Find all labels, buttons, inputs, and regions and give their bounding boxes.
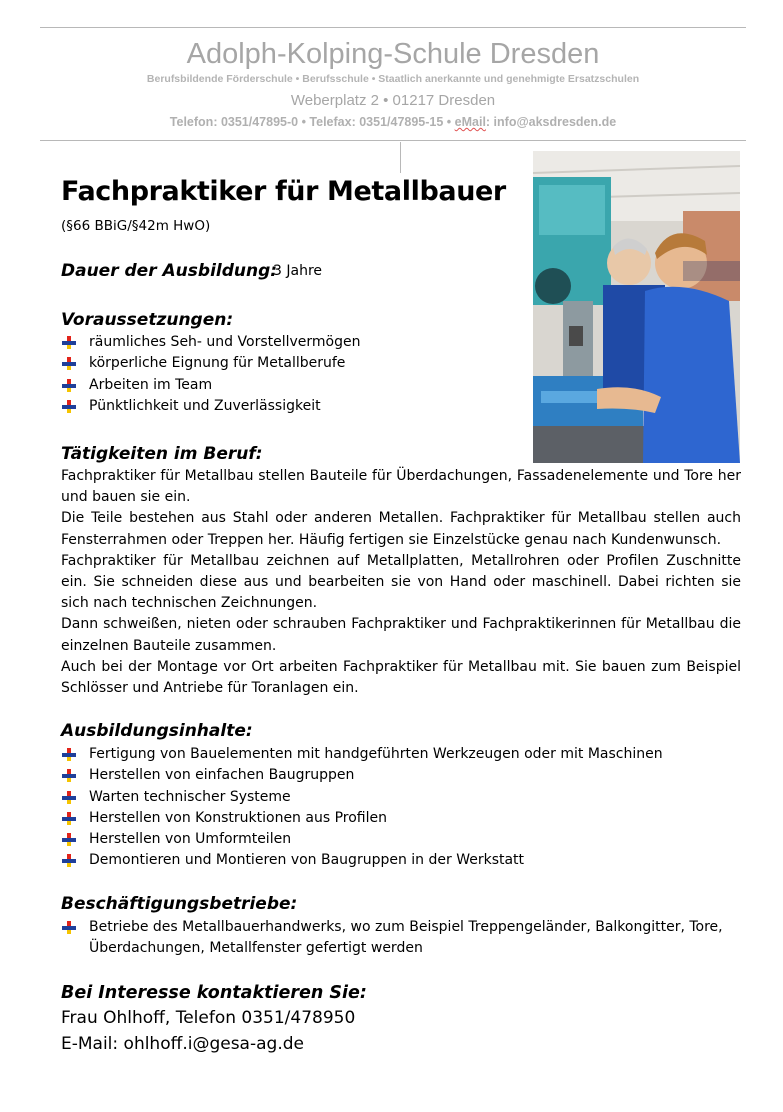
paragraph: Die Teile bestehen aus Stahl oder anderen Metallen. Fachpraktiker für Metallbau stellen auch Fensterrahmen oder Treppen her. Häufig fertigen sie Einzelstücke genau nach Kundenwunsch. (61, 510, 741, 548)
list-item-text: räumliches Seh- und Vorstellvermögen (89, 334, 361, 350)
list-item (61, 744, 663, 765)
section-heading-voraussetzungen: Voraussetzungen: (61, 310, 234, 330)
list-item-text-line1: Betriebe des Metallbauerhandwerks, wo zum Beispiel Treppengeländer, Balkongitter, Tore, (89, 919, 723, 935)
list-item (61, 396, 360, 417)
workshop-photo (533, 151, 740, 463)
colored-cross-bullet-icon (62, 379, 76, 392)
paragraph: Auch bei der Montage vor Ort arbeiten Fachpraktiker für Metallbau mit. Sie bauen zum Beispiel Schlösser und Antriebe für Toranlagen ein. (61, 658, 741, 697)
header-divider (400, 142, 401, 173)
list-item (61, 787, 663, 808)
paragraph: Fachpraktiker für Metallbau zeichnen auf Metallplatten, Metallrohren oder Profilen Zuschnitte ein. Sie schneiden diese aus und bearbeiten sie von Hand oder maschinell. Dabei richten sie sich nach technischen Zeichnungen. (61, 552, 741, 612)
list-item-text: Arbeiten im Team (89, 376, 213, 393)
school-name: Adolph-Kolping-Schule Dresden (186, 38, 600, 70)
contact-email-label: eMail (454, 115, 486, 129)
section-heading-ausbildungsinhalte: Ausbildungsinhalte: (61, 721, 253, 741)
school-address: Weberplatz 2 • 01217 Dresden (290, 92, 496, 109)
list-item-text: Fertigung von Bauelementen mit handgeführten Werkzeugen oder mit Maschinen (89, 746, 663, 762)
list-item (61, 353, 360, 374)
list-item-text: körperliche Eignung für Metallberufe (89, 355, 346, 372)
school-subtitle: Berufsbildende Förderschule • Berufsschule • Staatlich anerkannte und genehmigte Ersatzschulen (146, 73, 640, 85)
taetigkeiten-text (61, 466, 741, 699)
contact-suffix: : info@aksdresden.de (485, 115, 617, 129)
colored-cross-bullet-icon (62, 357, 76, 370)
list-item-text: Herstellen von Umformteilen (89, 831, 292, 848)
colored-cross-bullet-icon (62, 748, 76, 761)
contact-heading: Bei Interesse kontaktieren Sie: (61, 983, 367, 1003)
page-title: Fachpraktiker für Metallbauer (61, 176, 506, 207)
paragraph: Dann schweißen, nieten oder schrauben Fachpraktiker und Fachpraktikerinnen für Metallbau die einzelnen Bauteile zusammen. (61, 616, 741, 654)
section-heading-taetigkeiten: Tätigkeiten im Beruf: (61, 444, 263, 464)
colored-cross-bullet-icon (62, 336, 76, 349)
list-item-text: Warten technischer Systeme (89, 788, 291, 805)
header-top-rule (40, 27, 746, 28)
duration-label: Dauer der Ausbildung: (61, 261, 278, 281)
voraussetzungen-list (61, 332, 360, 417)
list-item (61, 850, 663, 871)
list-item (61, 375, 360, 396)
list-item (61, 765, 663, 786)
list-item-text: Demontieren und Montieren von Baugruppen in der Werkstatt (89, 852, 525, 869)
colored-cross-bullet-icon (62, 854, 76, 867)
colored-cross-bullet-icon (62, 400, 76, 413)
list-item (61, 917, 723, 960)
contact-prefix: Telefon: 0351/47895-0 • Telefax: 0351/47895-15 • (169, 115, 455, 129)
colored-cross-bullet-icon (62, 833, 76, 846)
contact-name-phone: Frau Ohlhoff, Telefon 0351/478950 (61, 1008, 356, 1028)
paragraph: Fachpraktiker für Metallbau stellen Bauteile für Überdachungen, Fassadenelemente und Tore her und bauen sie ein. (61, 468, 741, 506)
colored-cross-bullet-icon (62, 812, 76, 825)
list-item (61, 808, 663, 829)
list-item-text: Pünktlichkeit und Zuverlässigkeit (89, 397, 321, 414)
beschaeftigung-list (61, 917, 723, 960)
list-item-text: Herstellen von einfachen Baugruppen (89, 767, 355, 784)
colored-cross-bullet-icon (62, 921, 76, 934)
duration-value: 3 Jahre (273, 263, 322, 279)
list-item (61, 332, 360, 353)
section-heading-beschaeftigung: Beschäftigungsbetriebe: (61, 894, 298, 914)
workshop-drill-press-photo-icon (533, 151, 740, 463)
colored-cross-bullet-icon (62, 769, 76, 782)
colored-cross-bullet-icon (62, 791, 76, 804)
list-item-text-line2: Überdachungen, Metallfenster gefertigt werden (89, 940, 423, 957)
contact-email: E-Mail: ohlhoff.i@gesa-ag.de (61, 1034, 304, 1054)
header-bottom-rule (40, 140, 746, 141)
school-contact (40, 115, 746, 129)
ausbildungsinhalte-list (61, 744, 663, 872)
list-item-text: Herstellen von Konstruktionen aus Profilen (89, 809, 387, 826)
law-reference: (§66 BBiG/§42m HwO) (61, 218, 211, 234)
list-item (61, 829, 663, 850)
